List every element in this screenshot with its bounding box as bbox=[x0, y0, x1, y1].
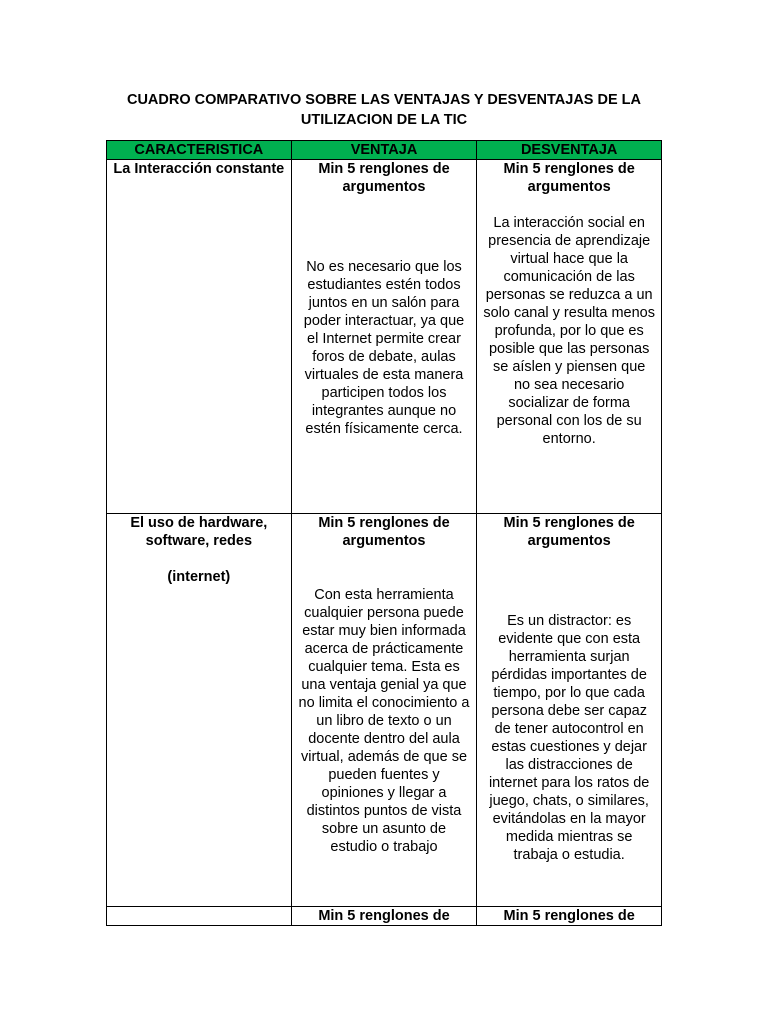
table-row bbox=[107, 907, 662, 926]
disadvantage-cell bbox=[477, 514, 662, 907]
document-title: CUADRO COMPARATIVO SOBRE LAS VENTAJAS Y DESVENTAJAS DE LA UTILIZACION DE LA TIC bbox=[126, 92, 641, 128]
feature-label: La Interacción constante bbox=[113, 161, 285, 177]
header-advantage: VENTAJA bbox=[291, 141, 477, 160]
advantage-cell bbox=[291, 160, 477, 514]
feature-cell bbox=[107, 514, 292, 907]
placeholder-label: Min 5 renglones de argumentos bbox=[318, 515, 450, 549]
comparison-table bbox=[106, 140, 662, 926]
disadvantage-cell bbox=[477, 907, 662, 926]
advantage-text: Con esta herramienta cualquier persona puede estar muy bien informada acerca de prácticamente cualquier tema. Esta es una ventaja genial ya que no limita el conocimiento a un libro de texto o un docente dentro del aula virtual, además de que se pueden fuentes y opiniones y llegar a distintos puntos de vista sobre un asunto de estudio o trabajo bbox=[298, 587, 470, 855]
advantage-cell bbox=[291, 514, 477, 907]
disadvantage-cell bbox=[477, 160, 662, 514]
table-header-row bbox=[107, 141, 662, 160]
advantage-cell bbox=[291, 907, 477, 926]
placeholder-label: Min 5 renglones de bbox=[318, 908, 450, 924]
placeholder-label: Min 5 renglones de bbox=[503, 908, 635, 924]
placeholder-label: Min 5 renglones de argumentos bbox=[503, 515, 635, 549]
placeholder-label: Min 5 renglones de argumentos bbox=[503, 161, 635, 195]
header-characteristic: CARACTERISTICA bbox=[107, 141, 292, 160]
header-disadvantage: DESVENTAJA bbox=[477, 141, 662, 160]
disadvantage-text: Es un distractor: es evidente que con esta herramienta surjan pérdidas importantes de tiempo, por lo que cada persona debe ser capaz de tener autocontrol en estas cuestiones y dejar las distracciones de internet para los ratos de juego, chats, o similares, evitándolas en la mayor medida mientras se trabaja o estudia. bbox=[488, 613, 650, 863]
disadvantage-text: La interacción social en presencia de aprendizaje virtual hace que la comunicación de las personas se reduzca a un solo canal y resulta menos profunda, por lo que es posible que las personas se aíslen y piensen que no sea necesario socializar de forma personal con los de su entorno. bbox=[483, 215, 655, 447]
placeholder-label: Min 5 renglones de argumentos bbox=[318, 161, 450, 195]
feature-sublabel: (internet) bbox=[167, 569, 231, 585]
feature-cell bbox=[107, 160, 292, 514]
advantage-text: No es necesario que los estudiantes estén todos juntos en un salón para poder interactuar, ya que el Internet permite crear foros de debate, aulas virtuales de esta manera participen todos los integrantes aunque no estén físicamente cerca. bbox=[303, 259, 465, 437]
feature-cell bbox=[107, 907, 292, 926]
table-row bbox=[107, 160, 662, 514]
feature-label: El uso de hardware, software, redes bbox=[130, 515, 268, 549]
table-row bbox=[107, 514, 662, 907]
